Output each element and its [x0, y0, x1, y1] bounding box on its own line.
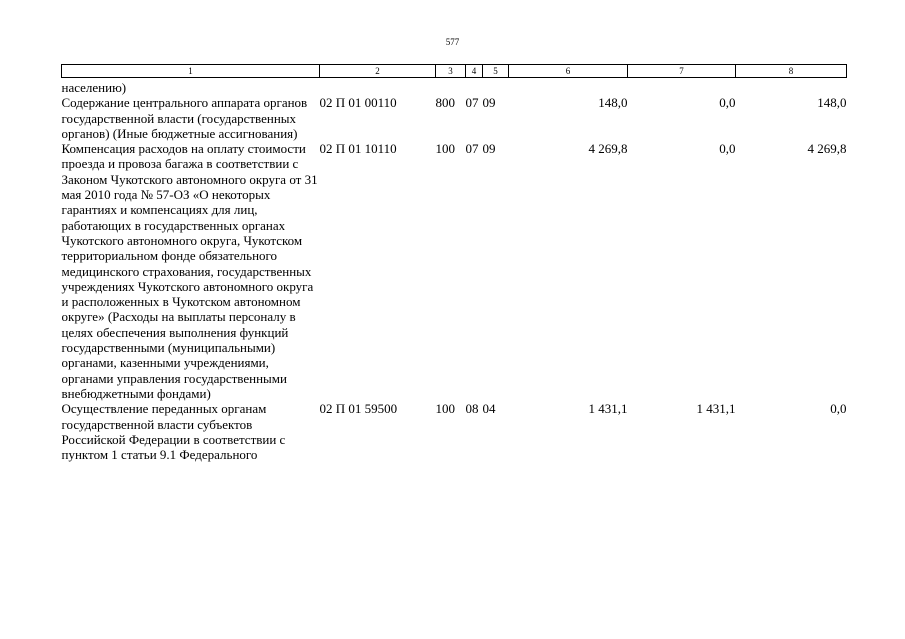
- row-amount-regional: 4 269,8: [807, 141, 847, 157]
- table-row: [62, 141, 847, 401]
- row-amount-regional: [736, 80, 847, 95]
- row-section: 07: [465, 141, 479, 157]
- column-header-6: 6: [509, 65, 628, 78]
- row-subsection: [483, 80, 509, 95]
- row-code: [320, 80, 436, 95]
- row-description: населению): [61, 80, 127, 95]
- row-amount-total: [509, 80, 628, 95]
- row-section: 07: [465, 95, 479, 111]
- row-section: [466, 80, 483, 95]
- row-amount-total: 1 431,1: [588, 401, 628, 417]
- table-row: [62, 401, 847, 462]
- table-row: [62, 95, 847, 141]
- column-header-1: 1: [62, 65, 320, 78]
- column-header-5: 5: [483, 65, 509, 78]
- column-number-header: [62, 65, 847, 78]
- column-header-7: 7: [628, 65, 736, 78]
- row-amount-total: 148,0: [598, 95, 628, 111]
- row-code: 02 П 01 59500: [319, 401, 398, 417]
- row-code: 02 П 01 00110: [319, 95, 397, 111]
- column-header-2: 2: [320, 65, 436, 78]
- row-amount-total: 4 269,8: [588, 141, 628, 157]
- column-header-8: 8: [736, 65, 847, 78]
- row-expense-type: [436, 80, 466, 95]
- row-amount-federal: 0,0: [719, 95, 736, 111]
- table-row: [62, 80, 847, 95]
- row-description: Осуществление переданных органам государственной власти субъектов Российской Федерации в соответствии с пунктом 1 статьи 9.1 Федерального: [61, 401, 286, 463]
- column-header-3: 3: [436, 65, 466, 78]
- row-amount-federal: [628, 80, 736, 95]
- row-description: Компенсация расходов на оплату стоимости проезда и провоза багажа в соответствии с Законом Чукотского автономного округа от 31 мая 2010 года № 57-ОЗ «О некоторых гарантиях и компенсациях для лиц, работающих в государственных органах Чукотского автономного округа, Чукотском территориальном фонде обязательного медицинского страхования, государственных учреждениях Чукотского автономного округа и расположенных в Чукотском автономном округе» (Расходы на выплаты персоналу в целях обеспечения выполнения функций государственными (муниципальными) органами, казенными учреждениями, органами управления государственными внебюджетными фондами): [61, 141, 318, 401]
- row-amount-regional: 0,0: [830, 401, 847, 417]
- row-expense-type: 100: [435, 141, 455, 157]
- column-header-4: 4: [466, 65, 483, 78]
- row-amount-federal: 0,0: [719, 141, 736, 157]
- row-section: 08: [465, 401, 479, 417]
- row-subsection: 09: [482, 95, 496, 111]
- budget-table: [61, 64, 847, 462]
- row-expense-type: 100: [435, 401, 455, 417]
- row-code: 02 П 01 10110: [319, 141, 397, 157]
- row-expense-type: 800: [435, 95, 455, 111]
- row-subsection: 09: [482, 141, 496, 157]
- row-subsection: 04: [482, 401, 496, 417]
- row-amount-federal: 1 431,1: [696, 401, 736, 417]
- row-amount-regional: 148,0: [817, 95, 847, 111]
- row-description: Содержание центрального аппарата органов государственной власти (государственных органов) (Иные бюджетные ассигнования): [61, 95, 308, 141]
- page-number: 577: [445, 37, 460, 47]
